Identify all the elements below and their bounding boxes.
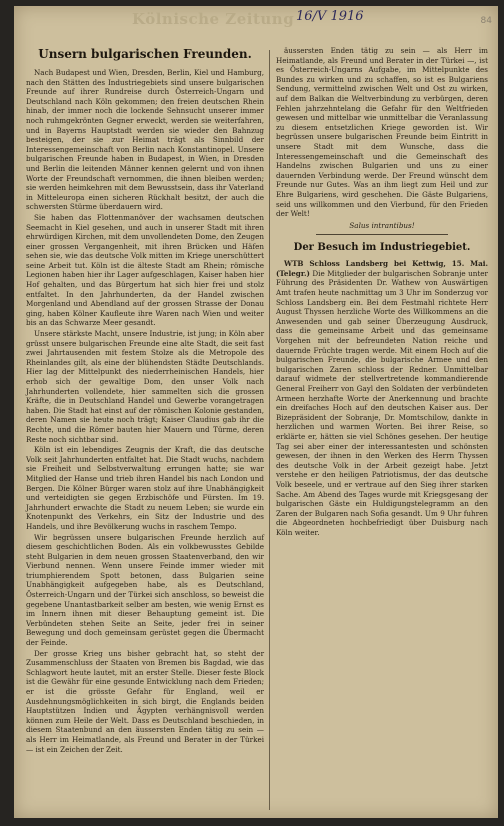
page-number: 84 [480,16,492,26]
article-paragraph: Unsere stärkste Macht, unsere Industrie, ist jung; in Köln aber grüsst unsere bulgarischen Freunde eine alte Stadt, die seit fast zwei Jahrtausenden mit festem Stolze als die Metropole des Rheinlandes gilt, als eine der blühendsten Städte Deutschlands. Hier lag der Mittelpunkt des niederrheinischen Handels, hier erhob sich der gewaltige Dom, den unser Volk nach Jahrhunderten vollendete, hier sammelten sich die grossen Kräfte, die in Deutschland Handel und Gewerbe vorangetragen haben. Die Stadt hat einst auf der römischen Kolonie gestanden, deren Namen sie heute noch trägt; Kaiser Claudius gab ihr die Rechte, und die Römer bauten hier Mauern und Türme, deren Reste noch sichtbar sind. [26,329,264,444]
section-divider [316,234,448,235]
article-headline: Unsern bulgarischen Freunden. [38,47,252,61]
article2-body: Die Mitglieder der bulgarischen Sobranje unter Führung des Präsidenten Dr. Wathew von Auswärtigen Amt trafen heute nachmittag um 3 Uhr im Sonderzug vor Schloss Landsberg ein. Bei dem Festmahl richtete Herr August Thyssen herzliche Worte des Willkommens an die Anwesenden und gab seiner Überzeugung Ausdruck, dass die gemeinsame Arbeit und das gemeinsame Vorgehen mit der befreundeten Nation reiche und dauernde Früchte tragen werde. Mit einem Hoch auf die bulgarischen Freunde, die bulgarische Armee und den bulgarischen Zaren schloss der Redner. Unmittelbar darauf widmete der stellvertretende kommandierende General Freiherr von Gayl den Soldaten der verbündeten Armeen herzhafte Worte der Anerkennung und brachte ein dreifaches Hoch auf den deutschen Kaiser aus. Der Bizepräsident der Sobranje, Dr. Momtschilow, dankte in herzlichen und warmen Worten. Bei ihrer Reise, so erklärte er, hätten sie viel Schönes gesehen. Der heutige Tag sei aber einer der interessantesten und schönsten gewesen, der ihnen in den Werken des Herrn Thyssen des deutsche Volk in der Arbeit gezeigt habe. Jetzt verstehe er den heiligen Patriotismus, der das deutsche Volk beseele, und er vertraue auf den Sieg ihrer starken Sache. Am Abend des Tages wurde mit Kriegsgesang der bulgarischen Gäste ein Huldigungstelegramm an den Zaren der Bulgaren nach Sofia gesandt. Um 9 Uhr fuhren die Abgeordneten hochbefriedigt über Duisburg nach Köln weiter. [276,268,488,537]
right-column [276,46,488,537]
handwritten-date: 16/V 1916 [296,9,364,24]
article2-dateline: WTB Schloss Landsberg bei Kettwig, 15. Mai. (Telegr.) [276,259,488,278]
newspaper-clipping [14,6,498,818]
column-divider [269,50,270,810]
masthead-title: Kölnische Zeitung [132,10,295,28]
article-paragraph: Köln ist ein lebendiges Zeugnis der Kraft, die das deutsche Volk seit Jahrhunderten entfaltet hat. Die Stadt wuchs, nachdem sie Freiheit und Selbstverwaltung errungen hatte; sie war Mitglied der Hanse und trieb ihren Handel bis nach London und Bergen. Die Kölner Bürger waren stolz auf ihre Unabhängigkeit und verteidigten sie gegen Erzbischöfe und Fürsten. Im 19. Jahrhundert erwachte die Stadt zu neuem Leben; sie wurde ein Knotenpunkt des Verkehrs, ein Sitz der Industrie und des Handels, und ihre Bevölkerung wuchs in raschem Tempo. [26,445,264,531]
closing-line: Salus intrantibus! [349,220,415,230]
left-article [26,46,264,816]
article2-headline: Der Besuch im Industriegebiet. [293,242,471,254]
article-paragraph: Nach Budapest und Wien, Dresden, Berlin, Kiel und Hamburg, nach den Stätten des Industriegebiets sind unsere bulgarischen Freunde auf ihrer Rundreise durch Österreich-Ungarn und Deutschland nach Köln gekommen; den freien deutschen Rhein hinab, der immer noch die lockende Sehnsucht unserer immer noch ruhmgekrönten Gegner erweckt, werden sie weiterfahren, und in Bayerns Hauptstadt werden sie wieder den Bahnzug besteigen, der sie zur Heimat trägt als Sinnbild der Interessengemeinschaft von Berlin nach Konstantinopel. Unsere bulgarischen Freunde haben in Budapest, in Wien, in Dresden und Berlin die leitenden Männer kennen gelernt und von ihnen Worte der Freundschaft vernommen, die ihnen bleiben werden; sie werden heimkehren mit dem Bewusstsein, dass ihr Vaterland in Mitteleuropa einen sicheren Rückhalt besitzt, der auch die schwersten Stürme überdauern wird. [26,68,264,212]
article-paragraph: Sie haben das Flottenmanöver der wachsamen deutschen Seemacht in Kiel gesehen, und auch in unserer Stadt mit ihren ehrwürdigen Kirchen, mit dem unvollendeten Dome, den Zeugen einer grossen Vergangenheit, mit ihren Brücken und Häfen sehen sie, wie das deutsche Volk mitten im Kriege unerschüttert seine Arbeit tut. Köln ist die älteste Stadt am Rhein; römische Legionen haben hier ihr Lager aufgeschlagen, Kaiser haben hier Hof gehalten, und das Bürgertum hat sich hier frei und stolz entfaltet. In den Jahrhunderten, da der Handel zwischen Morgenland und Abendland auf der grossen Strasse der Donau ging, haben Kölner Kaufleute ihre Waren nach Wien und weiter bis an das Schwarze Meer gesandt. [26,212,264,328]
continuation-paragraph: äussersten Enden tätig zu sein — als Herr im Heimatlande, als Freund und Berater in der Türkei —, ist es Österreich-Ungarns Aufgabe, im Mittelpunkte des Bundes zu wirken und zu schaffen, so ist es Bulgariens Sendung, vermittelnd zwischen Welt und Ost zu wirken, auf dem Balkan die Weltverbindung zu verbürgen, deren Fehlen jahrzehntelang die Gefahr für den Weltfrieden gewesen und mittelbar wie unmittelbar die Veranlassung zu diesem entsetzlichen Kriege geworden ist. Wir begrüssen unsere bulgarischen Freunde beim Eintritt in unsere Stadt mit dem Wunsche, dass die Interessengemeinschaft und die Gemeinschaft des Handelns zwischen Bulgarien und uns zu einer dauernden Verbindung werde. Der Freund wünscht dem Freunde nur Gutes. Was an ihm liegt zum Heil und zur Ehre Bulgariens, wird geschehen. Die Gäste Bulgariens, seid uns willkommen und den Vierbund, für den Frieden der Welt! [276,46,488,219]
article-paragraph: Wir begrüssen unsere bulgarischen Freunde herzlich auf diesem geschichtlichen Boden. Als ein volkbewusstes Gebilde steht Bulgarien in dem neuen grossen Staatenverband, den wir Vierbund nennen. Wenn unsere Feinde immer wieder mit triumphierendem Spott betonen, dass Bulgarien seine Unabhängigkeit aufgegeben habe, als es Deutschland, Österreich-Ungarn und der Türkei sich anschloss, so beweist die gegebene Unantastbarkeit selber am besten, wie wenig Ernst es im Innern ihnen mit dieser Behauptung gemeint ist. Die Verbündeten stehen Seite an Seite, jeder frei in seiner Bewegung und doch gemeinsam gerüstet gegen die Übermacht der Feinde. [26,532,264,648]
masthead [14,6,498,40]
article-paragraph: Der grosse Krieg uns bisher gebracht hat, so steht der Zusammenschluss der Staaten von Bremen bis Bagdad, wie das Schlagwort heute lautet, mit an erster Stelle. Dieser feste Block ist die Gewähr für eine gesunde Entwicklung nach dem Frieden; er ist die grösste Gefahr für England, weil er Ausdehnungsmöglichkeiten in sich birgt, die Englands beiden Hauptstützen Indien und Ägypten verhängnisvoll werden können zum Heile der Welt. Dass es Deutschland beschieden, in diesem Staatenbund an den äussersten Enden tätig zu sein — als Herr im Heimatlande, als Freund und Berater in der Türkei — ist ein Zeichen der Zeit. [26,648,264,754]
